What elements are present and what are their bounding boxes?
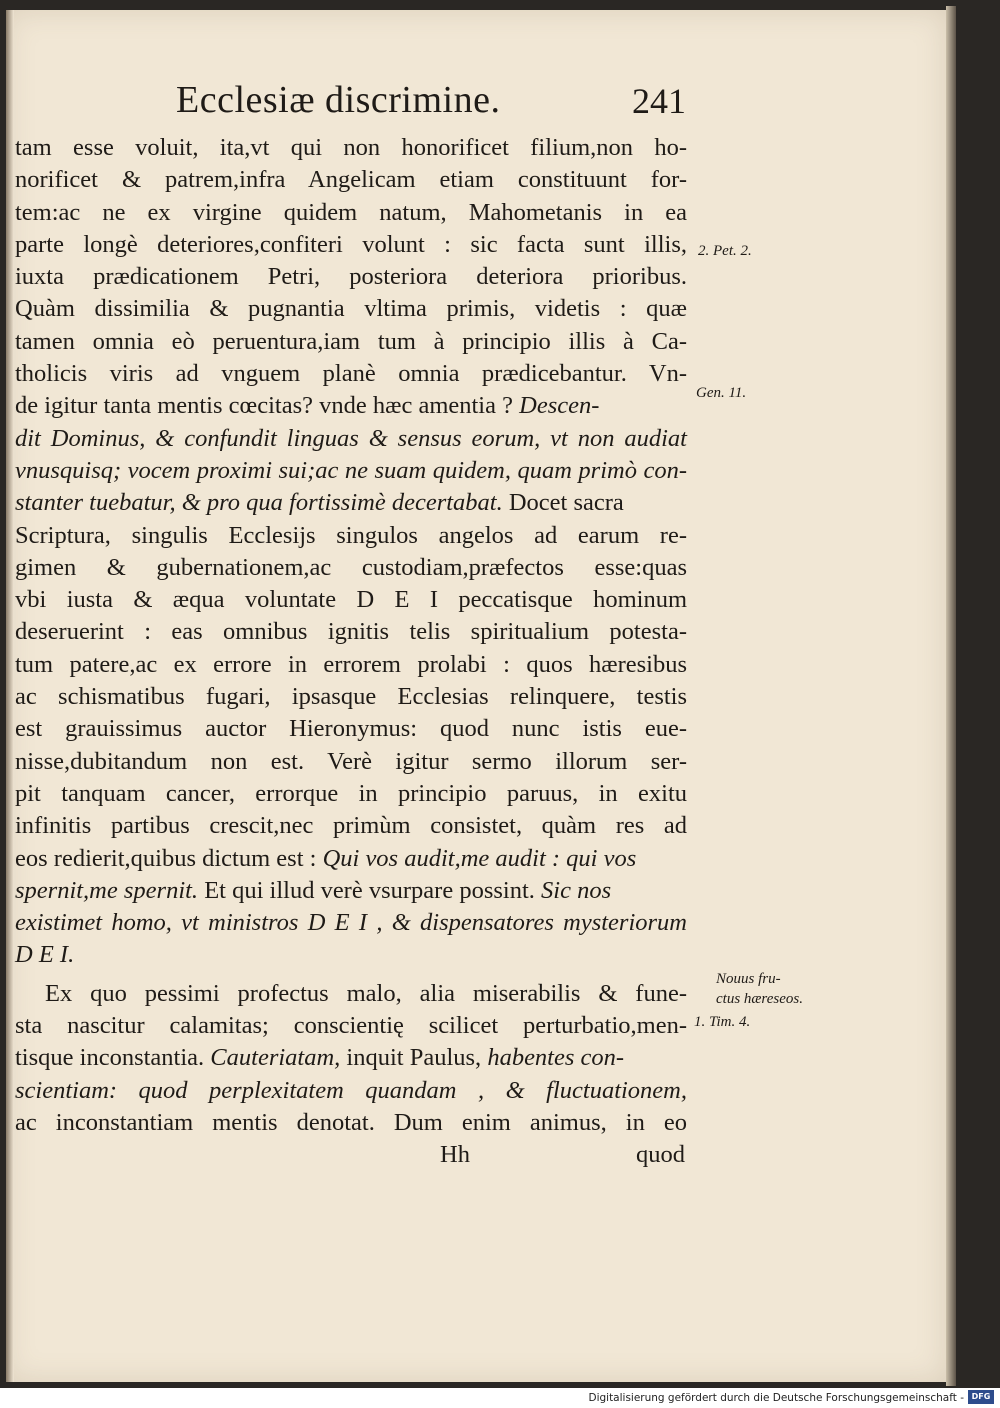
text-line: tam esse voluit, ita,vt qui non honorificet filium,non ho- <box>15 134 687 161</box>
text-line <box>15 1075 687 1107</box>
text-line: tum patere,ac ex errore in errorem prolabi : quos hæresibus <box>15 650 687 678</box>
text-line: tem:ac ne ex virgine quidem natum, Mahometanis in ea <box>15 198 687 226</box>
margin-note-gen: Gen. 11. <box>696 385 747 401</box>
signature-line <box>15 1139 685 1171</box>
text-line: est grauissimus auctor Hieronymus: quod nunc istis eue- <box>15 715 687 743</box>
text-segment: de igitur tanta mentis cœcitas? vnde hæc amentia ? <box>15 392 520 420</box>
italic-segment: habentes con- <box>487 1044 625 1072</box>
text-line: tamen omnia eò peruentura,iam tum à principio illis à Ca- <box>15 327 687 355</box>
text-line: sta nascitur calamitas; conscientię scilicet perturbatio,men- <box>15 1012 687 1040</box>
text-line: Quàm dissimilia & pugnantia vltima primis, videtis : quæ <box>15 295 687 323</box>
catchword: quod <box>636 1141 685 1169</box>
text-line: iuxta prædicationem Petri, posteriora deteriora prioribus. <box>15 263 687 291</box>
text-segment: Docet sacra <box>502 489 624 517</box>
margin-note-tim: 1. Tim. 4. <box>694 1014 751 1030</box>
text-line: vbi iusta & æqua voluntate D E I peccatisque hominum <box>15 586 687 614</box>
text-line: norificet & patrem,infra Angelicam etiam constituunt for- <box>15 166 687 194</box>
text-line: Scriptura, singulis Ecclesijs singulos angelos ad earum re- <box>15 521 687 549</box>
text-line <box>15 843 687 875</box>
text-segment: tisque inconstantia. <box>15 1044 211 1072</box>
text-line <box>15 390 687 422</box>
italic-segment: Cauteriatam, <box>210 1044 341 1072</box>
text-line: gimen & gubernationem,ac custodiam,præfectos esse:quas <box>15 553 687 581</box>
running-head: Ecclesiæ discrimine. <box>176 79 501 121</box>
text-line: ac inconstantiam mentis denotat. Dum enim animus, in eo <box>15 1108 687 1136</box>
italic-segment: spernit,me spernit. <box>15 876 199 904</box>
text-line: D E I. <box>15 941 75 969</box>
text-line: dit Dominus, & confundit linguas & sensus eorum, vt non audiat <box>15 424 687 452</box>
italic-segment: Qui vos audit,me audit : qui vos <box>322 844 637 872</box>
text-line: nisse,dubitandum non est. Verè igitur sermo illorum ser- <box>15 747 687 775</box>
text-line: deseruerint : eas omnibus ignitis telis spiritualium potesta- <box>15 618 687 646</box>
text-line: ac schismatibus fugari, ipsasque Ecclesias relinquere, testis <box>15 683 687 711</box>
gutter-shadow <box>6 10 14 1382</box>
dfg-logo: DFG <box>968 1390 994 1404</box>
signature-mark: Hh <box>440 1141 470 1169</box>
text-line: tholicis viris ad vnguem planè omnia prædicebantur. Vn- <box>15 360 687 388</box>
text-line: pit tanquam cancer, errorque in principio paruus, in exitu <box>15 779 687 807</box>
text-line: Ex quo pessimi profectus malo, alia miserabilis & fune- <box>45 979 687 1007</box>
text-line <box>15 487 687 519</box>
text-line: vnusquisq; vocem proximi sui;ac ne suam quidem, quam primò con- <box>15 456 687 484</box>
italic-segment: scientiam: quod perplexitatem quandam , & fluctuationem, <box>15 1076 687 1104</box>
page-number: 241 <box>632 81 686 121</box>
footer-credit: Digitalisierung gefördert durch die Deutsche Forschungsgemeinschaft - <box>588 1392 964 1404</box>
text-line <box>15 875 687 907</box>
italic-segment: stanter tuebatur, & pro qua fortissimè decertabat. <box>15 489 503 517</box>
margin-note-nouus-1: Nouus fru- <box>716 971 781 987</box>
margin-note-pet: 2. Pet. 2. <box>698 243 752 259</box>
text-line: existimet homo, vt ministros D E I , & dispensatores mysteriorum <box>15 909 687 937</box>
italic-segment: Descen- <box>519 392 600 420</box>
text-line: infinitis partibus crescit,nec primùm consistet, quàm res ad <box>15 812 687 840</box>
text-line: parte longè deteriores,confiteri volunt : sic facta sunt illis, <box>15 230 687 258</box>
margin-note-nouus-2: ctus hæreseos. <box>716 991 803 1007</box>
text-line <box>15 1042 687 1074</box>
italic-segment: Sic nos <box>541 876 612 904</box>
page-edge <box>946 6 956 1386</box>
body-text <box>15 132 687 1172</box>
text-segment: inquit Paulus, <box>340 1044 488 1072</box>
text-segment: Et qui illud verè vsurpare possint. <box>198 876 542 904</box>
text-segment: eos redierit,quibus dictum est : <box>15 844 323 872</box>
